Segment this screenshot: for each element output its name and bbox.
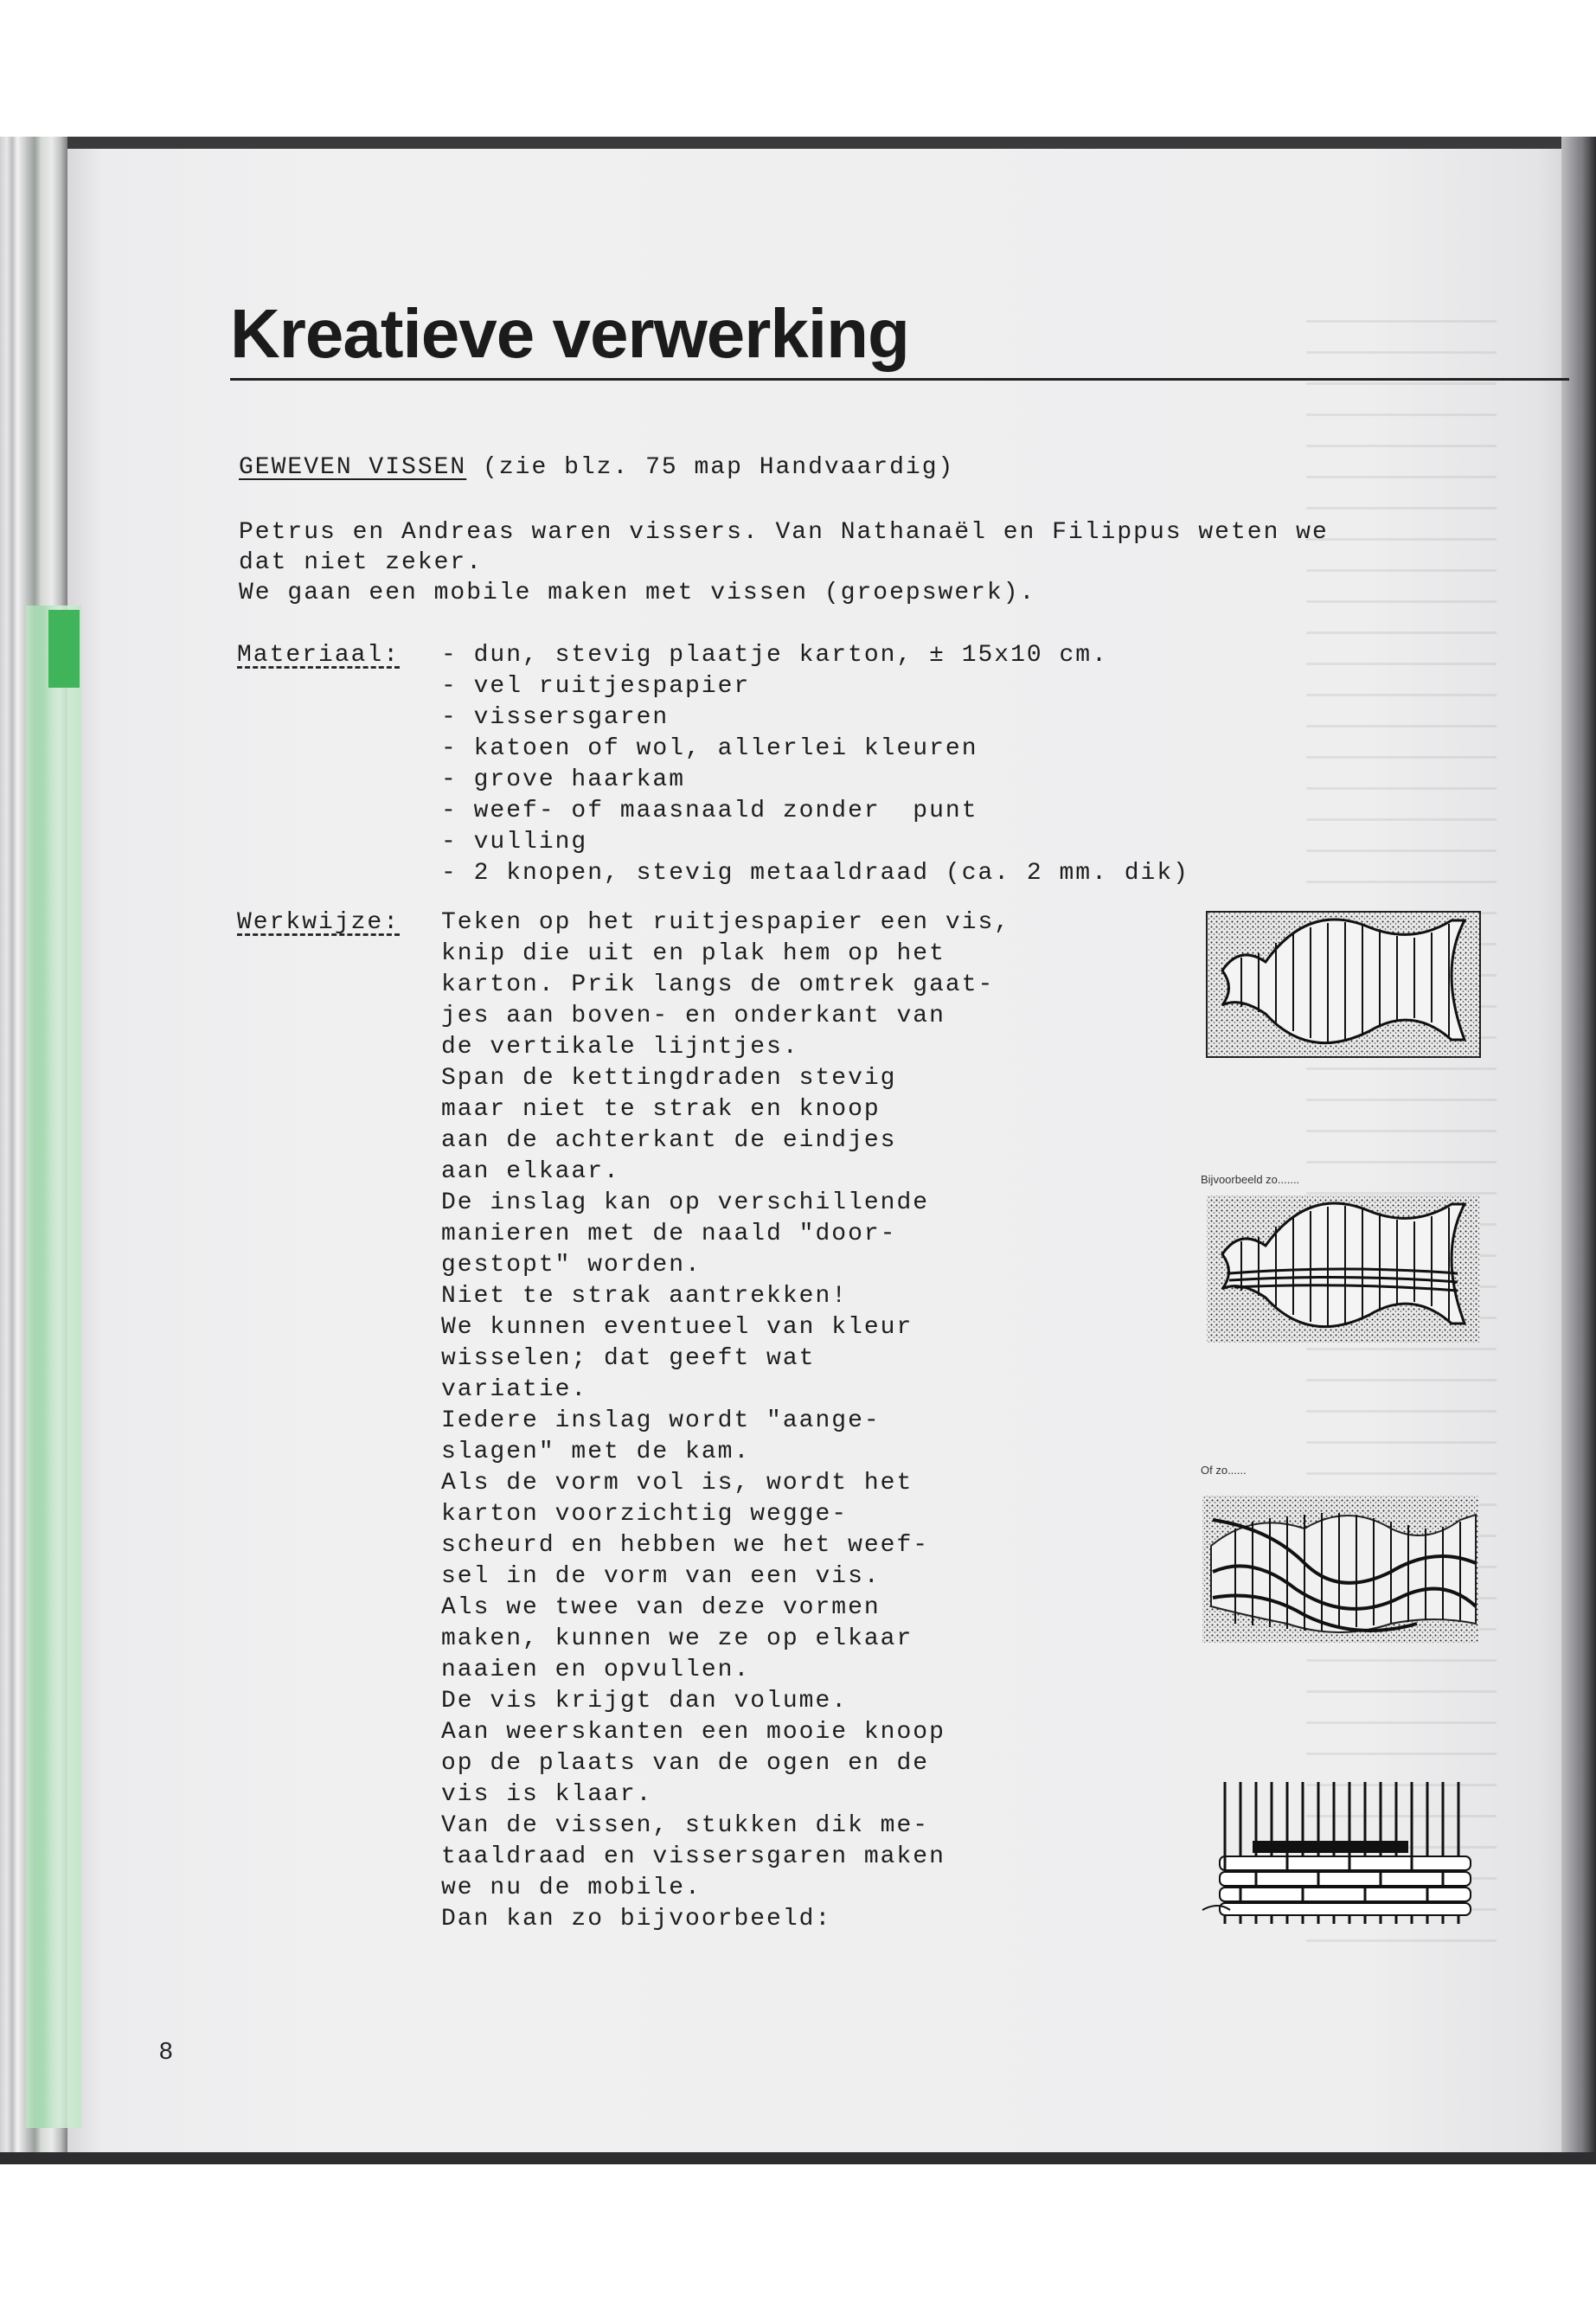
werkwijze-line: taaldraad en vissersgaren maken bbox=[441, 1843, 945, 1870]
page-number: 8 bbox=[159, 2037, 173, 2064]
figure-caption: Of zo...... bbox=[1201, 1464, 1247, 1477]
werkwijze-line: scheurd en hebben we het weef- bbox=[441, 1532, 930, 1559]
intro-line: Petrus en Andreas waren vissers. Van Nathanaël en Filippus weten we bbox=[239, 519, 1329, 546]
werkwijze-line: Teken op het ruitjespapier een vis, bbox=[441, 909, 1011, 936]
werkwijze-line: Iedere inslag wordt "aange- bbox=[441, 1407, 881, 1434]
fish-wavy-weft-figure bbox=[1201, 1494, 1481, 1644]
materiaal-label: Materiaal: bbox=[237, 642, 401, 669]
materiaal-item: - grove haarkam bbox=[441, 766, 686, 793]
materiaal-item: - vel ruitjespapier bbox=[441, 673, 751, 700]
werkwijze-line: Dan kan zo bijvoorbeeld: bbox=[441, 1906, 832, 1932]
werkwijze-line: slagen" met de kam. bbox=[441, 1439, 751, 1465]
werkwijze-line: wisselen; dat geeft wat bbox=[441, 1345, 816, 1372]
werkwijze-line: op de plaats van de ogen en de bbox=[441, 1750, 930, 1777]
materiaal-item: - 2 knopen, stevig metaaldraad (ca. 2 mm. dik) bbox=[441, 860, 1189, 887]
werkwijze-line: jes aan boven- en onderkant van bbox=[441, 1003, 945, 1029]
intro-line: dat niet zeker. bbox=[239, 549, 484, 576]
section-heading: GEWEVEN VISSEN bbox=[239, 454, 467, 481]
page-title: Kreatieve verwerking bbox=[230, 295, 909, 372]
werkwijze-line: Als de vorm vol is, wordt het bbox=[441, 1470, 913, 1497]
green-tab-marker bbox=[48, 610, 80, 688]
show-through-text bbox=[1306, 320, 1497, 1964]
werkwijze-line: karton. Prik langs de omtrek gaat- bbox=[441, 971, 995, 998]
werkwijze-line: De inslag kan op verschillende bbox=[441, 1189, 930, 1216]
werkwijze-line: naaien en opvullen. bbox=[441, 1657, 751, 1683]
werkwijze-line: maken, kunnen we ze op elkaar bbox=[441, 1625, 913, 1652]
materiaal-item: - weef- of maasnaald zonder punt bbox=[441, 798, 978, 824]
weave-closeup-figure bbox=[1201, 1780, 1481, 1926]
materiaal-item: - vulling bbox=[441, 829, 588, 856]
fish-warp-figure bbox=[1205, 910, 1482, 1059]
title-rule bbox=[230, 378, 1569, 381]
werkwijze-line: We kunnen eventueel van kleur bbox=[441, 1314, 913, 1341]
section-reference: (zie blz. 75 map Handvaardig) bbox=[466, 454, 955, 481]
werkwijze-line: Als we twee van deze vormen bbox=[441, 1594, 881, 1621]
book-top-edge bbox=[0, 137, 1596, 149]
figure-caption: Bijvoorbeeld zo....... bbox=[1201, 1173, 1300, 1186]
materiaal-item: - dun, stevig plaatje karton, ± 15x10 cm. bbox=[441, 642, 1108, 669]
werkwijze-line: sel in de vorm van een vis. bbox=[441, 1563, 881, 1590]
werkwijze-line: De vis krijgt dan volume. bbox=[441, 1688, 849, 1715]
werkwijze-line: Van de vissen, stukken dik me- bbox=[441, 1812, 930, 1839]
werkwijze-line: Span de kettingdraden stevig bbox=[441, 1065, 897, 1092]
werkwijze-line: Aan weerskanten een mooie knoop bbox=[441, 1719, 945, 1746]
werkwijze-line: we nu de mobile. bbox=[441, 1875, 702, 1901]
werkwijze-line: Niet te strak aantrekken! bbox=[441, 1283, 849, 1310]
werkwijze-line: karton voorzichtig wegge- bbox=[441, 1501, 849, 1528]
werkwijze-line: manieren met de naald "door- bbox=[441, 1221, 897, 1247]
fish-weft-figure bbox=[1205, 1194, 1482, 1344]
green-page-tab bbox=[26, 606, 81, 2128]
werkwijze-line: aan de achterkant de eindjes bbox=[441, 1127, 897, 1154]
werkwijze-line: knip die uit en plak hem op het bbox=[441, 940, 945, 967]
materiaal-item: - vissersgaren bbox=[441, 704, 670, 731]
materiaal-item: - katoen of wol, allerlei kleuren bbox=[441, 735, 978, 762]
werkwijze-line: variatie. bbox=[441, 1376, 588, 1403]
werkwijze-line: aan elkaar. bbox=[441, 1158, 620, 1185]
werkwijze-line: vis is klaar. bbox=[441, 1781, 653, 1808]
book-right-edge bbox=[1561, 137, 1596, 2164]
werkwijze-line: de vertikale lijntjes. bbox=[441, 1034, 799, 1061]
werkwijze-line: gestopt" worden. bbox=[441, 1252, 702, 1279]
book-bottom-edge bbox=[0, 2152, 1596, 2164]
intro-line: We gaan een mobile maken met vissen (groepswerk). bbox=[239, 580, 1036, 606]
section-heading-line bbox=[239, 452, 954, 484]
werkwijze-label: Werkwijze: bbox=[237, 909, 401, 936]
werkwijze-line: maar niet te strak en knoop bbox=[441, 1096, 881, 1123]
